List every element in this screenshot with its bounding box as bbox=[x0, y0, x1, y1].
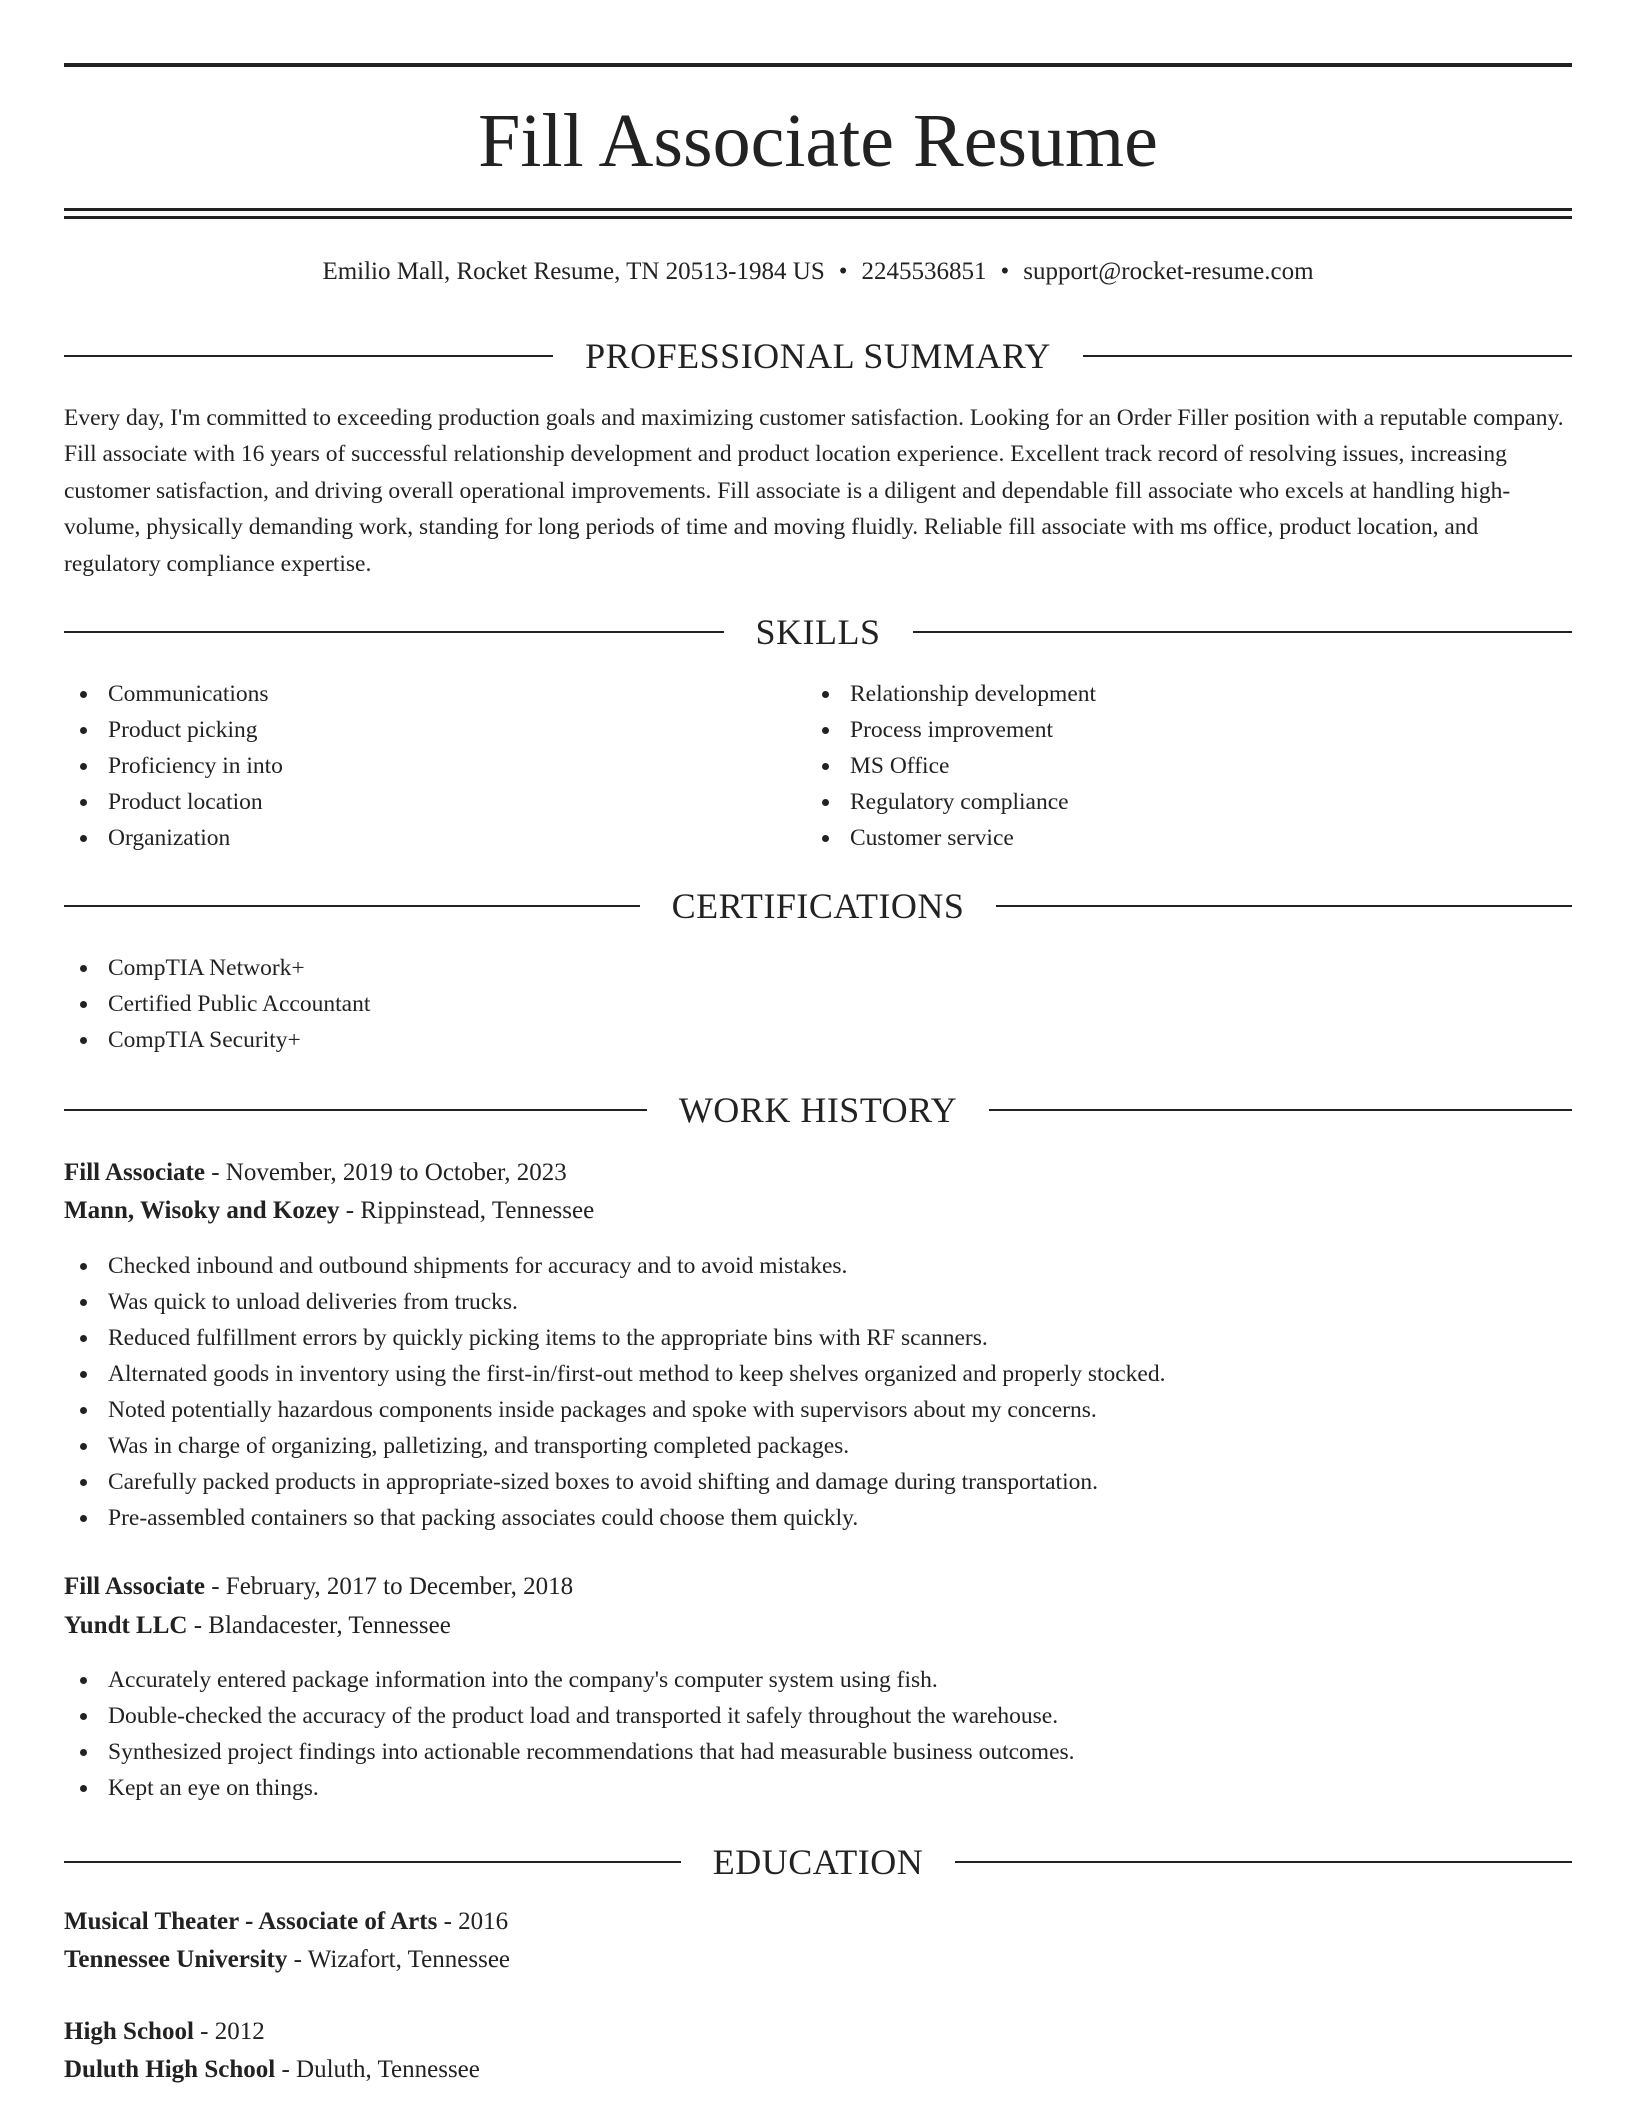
section-divider bbox=[64, 905, 640, 907]
contact-email[interactable]: support@rocket-resume.com bbox=[1023, 258, 1314, 285]
dash: - bbox=[187, 1612, 209, 1639]
education-degree-line bbox=[64, 1904, 508, 1940]
contact-separator: • bbox=[1000, 258, 1010, 285]
job-bullets bbox=[64, 1662, 1572, 1806]
skill-item: Customer service bbox=[806, 820, 1546, 856]
skill-item: MS Office bbox=[806, 748, 1546, 784]
section-divider bbox=[913, 631, 1573, 633]
job-company: Mann, Wisoky and Kozey bbox=[64, 1197, 340, 1224]
education-school: Duluth High School bbox=[64, 2056, 276, 2083]
job-location: Rippinstead, Tennessee bbox=[360, 1197, 595, 1224]
skill-item: Product picking bbox=[64, 712, 804, 748]
job-bullet: Reduced fulfillment errors by quickly picking items to the appropriate bins with RF scanners. bbox=[64, 1320, 1572, 1356]
dash: - bbox=[339, 1197, 361, 1224]
section-title-work: WORK HISTORY bbox=[678, 1090, 958, 1130]
education-degree-line bbox=[64, 2014, 265, 2050]
header-top-rule bbox=[64, 63, 1572, 67]
education-location: Wizafort, Tennessee bbox=[307, 1946, 511, 1973]
skill-item: Regulatory compliance bbox=[806, 784, 1546, 820]
education-school-line bbox=[64, 1942, 510, 1978]
job-title: Fill Associate bbox=[64, 1159, 205, 1186]
education-school-line bbox=[64, 2052, 480, 2088]
skill-item: Organization bbox=[64, 820, 804, 856]
education-location: Duluth, Tennessee bbox=[296, 2056, 480, 2083]
job-bullets bbox=[64, 1248, 1572, 1536]
section-title-summary: PROFESSIONAL SUMMARY bbox=[585, 336, 1051, 376]
section-header-skills bbox=[64, 610, 1572, 654]
contact-address: Emilio Mall, Rocket Resume, TN 20513-1984 US bbox=[322, 258, 825, 285]
job-bullet: Was quick to unload deliveries from trucks. bbox=[64, 1284, 1572, 1320]
certifications-list bbox=[64, 950, 1572, 1058]
education-school: Tennessee University bbox=[64, 1946, 288, 1973]
skill-item: Proficiency in into bbox=[64, 748, 804, 784]
header-bottom-rule-1 bbox=[64, 208, 1572, 211]
job-bullet: Carefully packed products in appropriate-sized boxes to avoid shifting and damage during transportation. bbox=[64, 1464, 1572, 1500]
dash: - bbox=[204, 1573, 226, 1600]
job-bullet: Pre-assembled containers so that packing associates could choose them quickly. bbox=[64, 1500, 1572, 1536]
header-bottom-rule-2 bbox=[64, 216, 1572, 219]
job-bullet: Synthesized project findings into actionable recommendations that had measurable business outcomes. bbox=[64, 1734, 1572, 1770]
certification-item: CompTIA Security+ bbox=[64, 1022, 1572, 1058]
section-title-education: EDUCATION bbox=[712, 1842, 924, 1882]
certification-item: Certified Public Accountant bbox=[64, 986, 1572, 1022]
dash: - bbox=[204, 1159, 226, 1186]
job-location: Blandacester, Tennessee bbox=[208, 1612, 451, 1639]
job-title: Fill Associate bbox=[64, 1573, 205, 1600]
job-title-line bbox=[64, 1569, 573, 1605]
section-divider bbox=[996, 905, 1572, 907]
job-dates: November, 2019 to October, 2023 bbox=[225, 1159, 567, 1186]
job-bullet: Kept an eye on things. bbox=[64, 1770, 1572, 1806]
dash: - bbox=[287, 1946, 308, 1973]
job-dates: February, 2017 to December, 2018 bbox=[225, 1573, 574, 1600]
skill-item: Communications bbox=[64, 676, 804, 712]
job-bullet: Alternated goods in inventory using the first-in/first-out method to keep shelves organized and properly stocked. bbox=[64, 1356, 1572, 1392]
section-header-education bbox=[64, 1840, 1572, 1884]
skill-item: Process improvement bbox=[806, 712, 1546, 748]
job-company: Yundt LLC bbox=[64, 1612, 188, 1639]
dash: - bbox=[437, 1908, 459, 1935]
section-header-summary bbox=[64, 334, 1572, 378]
skill-item: Relationship development bbox=[806, 676, 1546, 712]
job-bullet: Noted potentially hazardous components inside packages and spoke with supervisors about my concerns. bbox=[64, 1392, 1572, 1428]
education-degree: Musical Theater - Associate of Arts bbox=[64, 1908, 438, 1935]
section-divider bbox=[64, 355, 553, 357]
page-title: Fill Associate Resume bbox=[478, 99, 1158, 183]
section-divider bbox=[989, 1109, 1572, 1111]
contact-separator: • bbox=[838, 258, 848, 285]
contact-line bbox=[64, 256, 1572, 288]
skills-list-right bbox=[806, 676, 1546, 856]
contact-phone: 2245536851 bbox=[861, 258, 987, 285]
summary-text: Every day, I'm committed to exceeding production goals and maximizing customer satisfaction. Looking for an Order Filler position with a reputable company. Fill associate with 16 years of successful relationship development and product location experience. Excellent track record of resolving issues, increasing customer satisfaction, and driving overall operational improvements. Fill associate is a diligent and dependable fill associate who excels at handling high-volume, physically demanding work, standing for long periods of time and moving fluidly. Reliable fill associate with ms office, product location, and regulatory compliance expertise. bbox=[64, 405, 1564, 577]
section-divider bbox=[64, 631, 724, 633]
job-company-line bbox=[64, 1608, 451, 1644]
job-bullet: Was in charge of organizing, palletizing, and transporting completed packages. bbox=[64, 1428, 1572, 1464]
section-divider bbox=[955, 1861, 1572, 1863]
job-bullet: Accurately entered package information into the company's computer system using fish. bbox=[64, 1662, 1572, 1698]
education-year: 2016 bbox=[458, 1908, 509, 1935]
section-title-certifications: CERTIFICATIONS bbox=[671, 886, 965, 926]
section-title-skills: SKILLS bbox=[755, 612, 881, 652]
education-year: 2012 bbox=[214, 2018, 265, 2045]
job-company-line bbox=[64, 1193, 594, 1229]
section-header-work bbox=[64, 1088, 1572, 1132]
skill-item: Product location bbox=[64, 784, 804, 820]
job-bullet: Double-checked the accuracy of the product load and transported it safely throughout the warehouse. bbox=[64, 1698, 1572, 1734]
job-bullet: Checked inbound and outbound shipments for accuracy and to avoid mistakes. bbox=[64, 1248, 1572, 1284]
education-degree: High School bbox=[64, 2018, 194, 2045]
job-title-line bbox=[64, 1155, 567, 1191]
skills-list-left bbox=[64, 676, 804, 856]
dash: - bbox=[275, 2056, 297, 2083]
dash: - bbox=[193, 2018, 215, 2045]
section-header-certifications bbox=[64, 884, 1572, 928]
section-divider bbox=[64, 1109, 647, 1111]
certification-item: CompTIA Network+ bbox=[64, 950, 1572, 986]
section-divider bbox=[1083, 355, 1572, 357]
section-divider bbox=[64, 1861, 681, 1863]
